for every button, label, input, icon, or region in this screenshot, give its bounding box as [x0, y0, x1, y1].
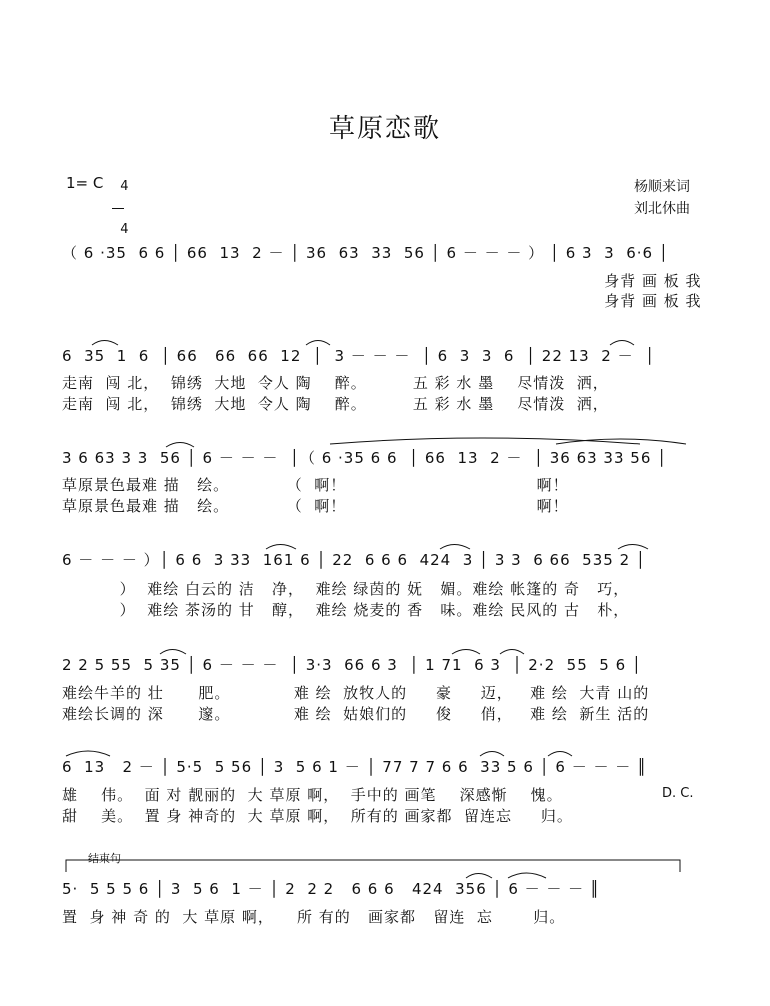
notation-line-6: 6 13 2 － │ 5·5 5 56 │ 3 5 6 1 － │ 77 7 7 6 6 33 5 6 │ 6 － － － ║ [62, 758, 648, 776]
notation-line-5: 2 2 5 55 5 35 │ 6 － － － │ 3·3 66 6 3 │ 1 71 6 3 │ 2·2 55 5 6 │ [62, 656, 642, 674]
lyric-line-3-verse-2: 草原景色最难 描 绘。 （ 啊！ 啊！ [62, 497, 569, 515]
slur [66, 751, 110, 756]
lyric-line-6-verse-2: 甜 美。 置 身 神奇的 大 草原 啊， 所有的 画家都 留连忘 归。 [62, 807, 573, 825]
lyric-line-1-verse-2: 身背 画 板 我 [62, 292, 702, 310]
ending-label: 结束句 [88, 852, 121, 865]
lyric-line-7: 置 身 神 奇 的 大 草原 啊， 所 有的 画家都 留连 忘 归。 [62, 908, 566, 926]
slur [266, 545, 296, 550]
composer: 刘北休曲 [634, 201, 690, 217]
lyric-line-5-verse-1: 难绘牛羊的 壮 肥。 难 绘 放牧人的 豪 迈， 难 绘 大青 山的 [62, 684, 650, 702]
lyric-line-2-verse-2: 走南 闯 北， 锦绣 大地 令人 陶 醉。 五 彩 水 墨 尽情泼 洒， [62, 395, 609, 413]
time-bottom: 4 [120, 222, 129, 237]
slur [466, 874, 492, 879]
slur [306, 341, 330, 346]
slur [480, 752, 504, 757]
slur [330, 438, 640, 444]
slur [160, 650, 186, 655]
notation-line-3: 3 6 63 3 3 56 │ 6 － － － │（ 6 ·35 6 6 │ 66 13 2 － │ 36 63 33 56 │ [62, 449, 668, 467]
lyric-line-3-verse-1: 草原景色最难 描 绘。 （ 啊！ 啊！ [62, 476, 569, 494]
notation-line-1: （ 6 ·35 6 6 │ 66 13 2 － │ 36 63 33 56 │ 6 － － － ） │ 6 3 3 6·6 │ [62, 244, 669, 262]
slur [610, 341, 634, 346]
notation-line-2: 6 35 1 6 │ 66 66 66 12 │ 3 － － － │ 6 3 3 6 │ 22 13 2 － │ [62, 347, 656, 365]
lyric-line-6-verse-1: 雄 伟。 面 对 靓丽的 大 草原 啊， 手中的 画笔 深感惭 愧。 [62, 786, 563, 804]
lyric-line-4-verse-1: ） 难绘 白云的 洁 净， 难绘 绿茵的 妩 媚。难绘 帐篷的 奇 巧， [62, 580, 630, 598]
lyricist: 杨顺来词 [634, 179, 690, 195]
slur [500, 650, 524, 655]
lyric-line-2-verse-1: 走南 闯 北， 锦绣 大地 令人 陶 醉。 五 彩 水 墨 尽情泼 洒， [62, 374, 609, 392]
slur [452, 650, 480, 655]
song-title: 草原恋歌 [328, 114, 441, 144]
notation-line-7: 5· 5 5 5 6 │ 3 5 6 1 － │ 2 2 2 6 6 6 424 356 │ 6 － － － ║ [62, 880, 600, 898]
notation-line-4: 6 － － － ）│ 6 6 3 33 161 6 │ 22 6 6 6 424 3 │ 3 3 6 66 535 2 │ [62, 551, 646, 569]
slur [508, 873, 546, 878]
lyric-line-4-verse-2: ） 难绘 茶汤的 甘 醇， 难绘 烧麦的 香 味。难绘 民风的 古 朴， [62, 601, 630, 619]
lyric-line-5-verse-2: 难绘长调的 深 邃。 难 绘 姑娘们的 俊 俏， 难 绘 新生 活的 [62, 705, 650, 723]
time-top: 4 [120, 179, 129, 194]
slur [618, 545, 648, 550]
key-signature: 1= C [66, 174, 104, 192]
lyric-line-1-verse-1: 身背 画 板 我 [62, 272, 702, 290]
slur [440, 545, 470, 550]
slur [166, 443, 194, 448]
da-capo-mark: D. C. [662, 786, 694, 801]
slur [92, 341, 118, 346]
ending-bracket [66, 860, 680, 872]
slur [548, 752, 572, 757]
